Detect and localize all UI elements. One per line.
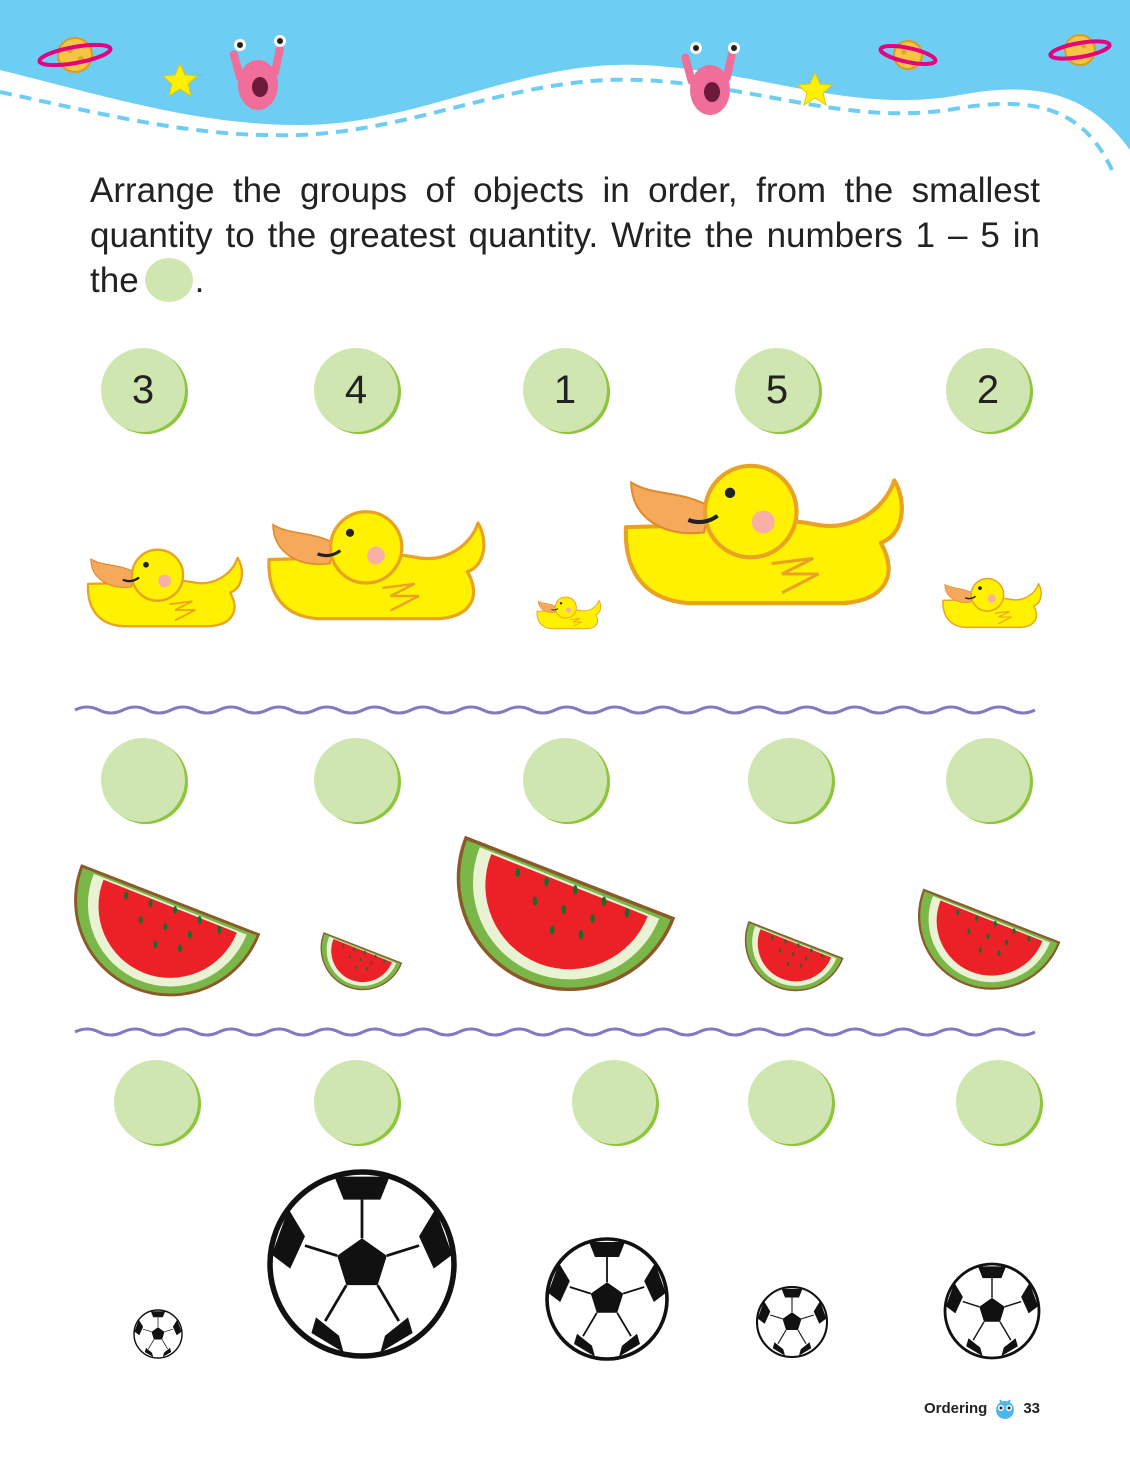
ball-answer-circle-4[interactable] [748,1060,832,1144]
duck-answer-circle-1[interactable]: 3 [101,348,185,432]
watermelon-image-4 [746,922,843,990]
duck-image-1 [88,550,242,627]
page-footer [924,1396,1040,1420]
ball-answer-circle-5[interactable] [956,1060,1040,1144]
wave-divider [75,1029,1035,1035]
instruction-body: Arrange the groups of objects in order, from the smallest quantity to the greatest quantity. Write the numbers 1 – 5 in the [90,171,1040,300]
ball-answer-circle-2[interactable] [314,1060,398,1144]
duck-image-3 [537,597,601,629]
duck-image-5 [943,579,1041,628]
watermelon-answer-circle-5[interactable] [946,738,1030,822]
ball-answer-circle-1[interactable] [114,1060,198,1144]
instruction-end: . [194,261,205,300]
duck-image-4 [626,466,902,603]
wave-divider [75,707,1035,713]
section-title: Ordering [923,1399,988,1417]
watermelon-answer-circle-1[interactable] [101,738,185,822]
ball-answer-circle-3[interactable] [572,1060,656,1144]
duck-answer-circle-5[interactable]: 2 [946,348,1030,432]
watermelon-image-1 [76,866,259,995]
watermelon-image-3 [458,838,673,989]
duck-answer-circle-2[interactable]: 4 [314,348,398,432]
watermelon-answer-circle-4[interactable] [748,738,832,822]
watermelon-answer-circle-3[interactable] [523,738,607,822]
monster-mascot-icon [993,1396,1017,1420]
watermelon-image-2 [321,933,401,990]
duck-answer-circle-3[interactable]: 1 [523,348,607,432]
soccer-ball-image-4 [757,1287,827,1357]
soccer-ball-image-1 [134,1310,182,1358]
watermelon-answer-circle-2[interactable] [314,738,398,822]
duck-image-2 [269,512,484,619]
duck-answer-circle-4[interactable]: 5 [735,348,819,432]
page-number: 33 [1023,1399,1040,1417]
watermelon-image-5 [919,890,1059,989]
soccer-ball-image-3 [547,1239,667,1359]
soccer-ball-image-2 [270,1172,454,1356]
soccer-ball-image-5 [945,1264,1039,1358]
